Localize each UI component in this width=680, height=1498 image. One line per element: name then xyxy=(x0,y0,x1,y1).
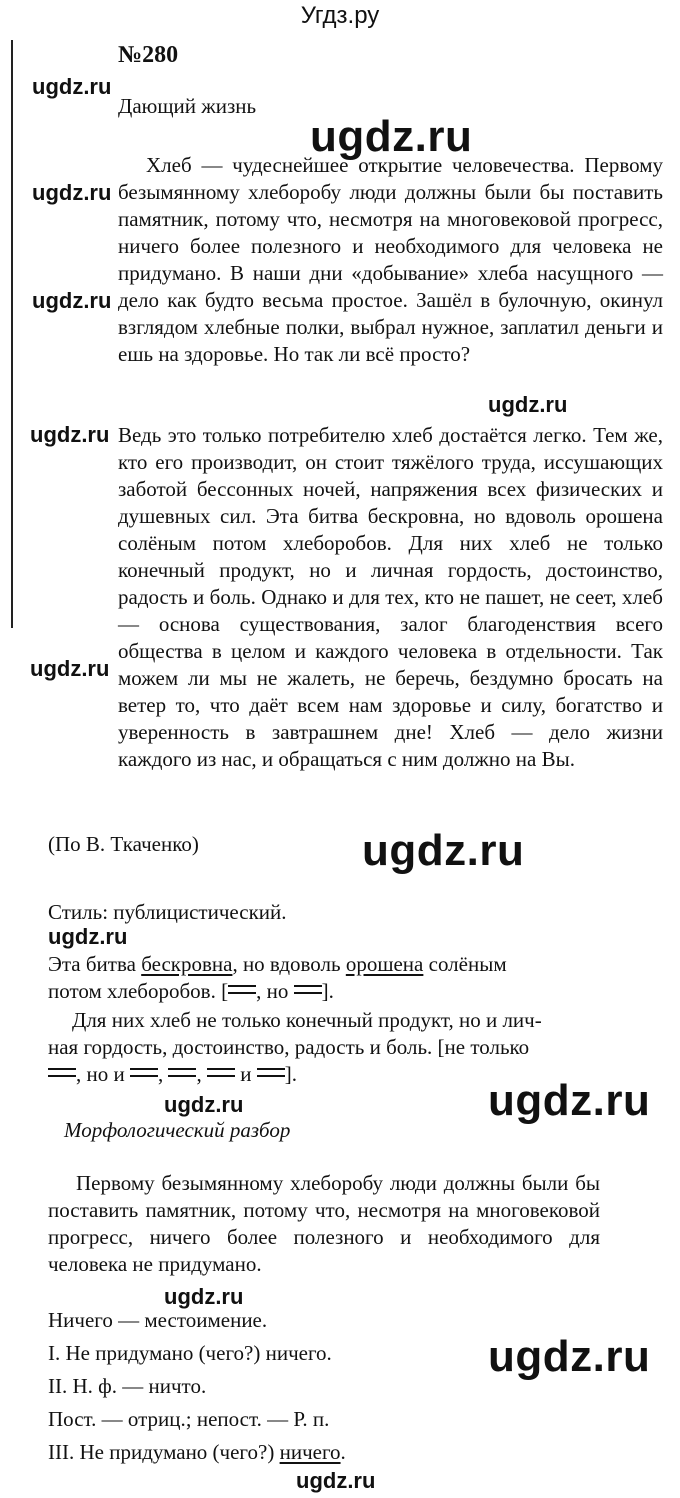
author-credit: (По В. Ткаченко) xyxy=(48,832,199,856)
watermark: ugdz.ru xyxy=(488,392,568,417)
underlined-word: бескровна xyxy=(141,952,233,976)
watermark: ugdz.ru xyxy=(488,1076,651,1125)
predicate-mark xyxy=(228,985,256,994)
predicate-mark xyxy=(294,985,322,994)
watermark: ugdz.ru xyxy=(310,112,473,161)
main-text xyxy=(118,152,663,368)
watermark: ugdz.ru xyxy=(362,826,525,875)
paragraph-1: Хлеб — чудеснейшее открытие человечества. Первому безымянному хлеборобу люди должны были бы поставить памятник, потому что, несмотря на многовековой прогресс, ничего более полезного и необходимого для человека не придумано. В наши дни «добывание» хлеба насущного — дело как будто весьма простое. Зашёл в булочную, окинул взглядом хлебные полки, выбрал нужное, заплатил деньги и ешь на здоровье. Но так ли всё просто? xyxy=(118,153,663,366)
analysis-1-line-1: Эта битва бескровна, но вдоволь орошена солёным xyxy=(48,952,507,976)
watermark: ugdz.ru xyxy=(30,656,110,681)
paragraph-2-start xyxy=(118,422,663,773)
morph-sentence-block xyxy=(48,1170,600,1278)
predicate-mark xyxy=(257,1068,285,1077)
watermark: ugdz.ru xyxy=(296,1468,376,1493)
style-line: Стиль: публицистический. xyxy=(48,900,287,924)
analysis-1-line-2: потом хлеборобов. [ , но ]. xyxy=(48,979,334,1003)
morph-heading: Морфологический разбор xyxy=(64,1118,291,1142)
main-text-2 xyxy=(118,422,663,773)
morph-line-4: Пост. — отриц.; непост. — Р. п. xyxy=(48,1407,330,1431)
morph-line-3: II. Н. ф. — ничто. xyxy=(48,1374,207,1398)
watermark: ugdz.ru xyxy=(488,1332,651,1381)
morph-line-5: III. Не придумано (чего?) ничего. xyxy=(48,1440,346,1464)
text-title: Дающий жизнь xyxy=(118,94,257,118)
paragraph-2: Ведь это только потребителю хлеб достаётся легко. Тем же, кто его производит, он стоит тяжёлого труда, иссушающих заботой бессонных ночей, напряжения всех физических и душевных сил. Эта битва бескровна, но вдоволь орошена солёным потом хлеборобов. Для них хлеб не только конечный продукт, но и личная гордость, достоинство, радость и боль. Однако и для тех, кто не пашет, не сеет, хлеб — основа существования, залог благоденствия всего общества в целом и каждого человека в отдельности. Так можем ли мы не жалеть, не беречь, бездумно бросать на ветер то, что даёт всем нам здоровье и силу, богатство и уверенность в завтрашнем дне! Хлеб — дело жизни каждого из нас, и обращаться с ним должно на Вы. xyxy=(118,423,663,771)
watermark: ugdz.ru xyxy=(164,1092,244,1117)
predicate-mark xyxy=(207,1068,235,1077)
morph-line-2: I. Не придумано (чего?) ничего. xyxy=(48,1341,332,1365)
site-header: Угдз.ру xyxy=(300,2,380,29)
analysis-2-line-2: ная гордость, достоинство, радость и боль. [не только xyxy=(48,1035,530,1059)
exercise-number: №280 xyxy=(118,42,179,68)
analysis-2-line-1: Для них хлеб не только конечный продукт, но и лич- xyxy=(72,1008,542,1032)
analysis-2-line-3: , но и , , и ]. xyxy=(48,1062,297,1087)
watermark: ugdz.ru xyxy=(32,180,112,205)
underlined-word: орошена xyxy=(345,952,424,976)
morph-sentence: Первому безымянному хлеборобу люди должны были бы поставить памятник, потому что, несмотря на многовековой прогресс, ничего более полезного и необходимого для человека не придумано. xyxy=(48,1171,600,1276)
morph-line-1: Ничего — местоимение. xyxy=(48,1308,268,1332)
watermark: ugdz.ru xyxy=(164,1284,244,1309)
predicate-mark xyxy=(168,1068,196,1077)
margin-line xyxy=(11,40,13,628)
predicate-mark xyxy=(130,1068,158,1077)
watermark: ugdz.ru xyxy=(48,924,128,949)
watermark: ugdz.ru xyxy=(32,74,112,99)
underlined-word: ничего xyxy=(279,1440,341,1464)
watermark: ugdz.ru xyxy=(32,288,112,313)
watermark: ugdz.ru xyxy=(30,422,110,447)
predicate-mark xyxy=(48,1068,76,1077)
